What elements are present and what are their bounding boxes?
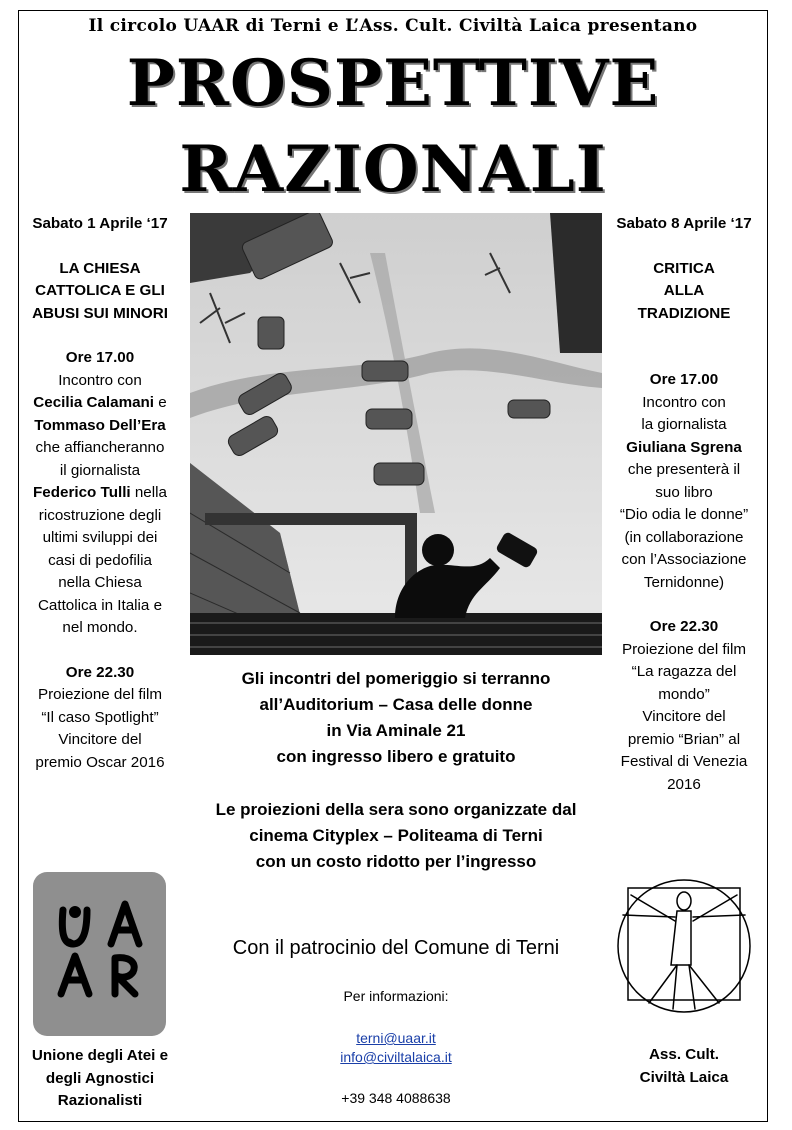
speaker-tulli: Federico Tulli [33,484,131,501]
left-film-line: premio Oscar 2016 [35,753,165,771]
right-topic-2: ALLA [663,282,705,299]
right-film-line: Festival di Venezia [620,753,748,770]
right-desc-line: “Dio odia le donne” [619,506,749,523]
right-desc-b: la giornalista [641,416,727,433]
left-desc-c: che affiancheranno [35,439,165,456]
left-film-line: Vincitore del [58,731,142,748]
speaker-dellera: Tommaso Dell’Era [34,416,166,434]
title-line-1: PROSPETTIVE [126,46,660,121]
right-column [606,213,762,796]
vitruvian-man-icon [613,873,759,1019]
left-speakers-line-1: Cecilia Calamani e [33,394,167,411]
right-time-2: Ore 22.30 [649,618,719,635]
right-desc-line: (in collaborazione [624,528,744,546]
afternoon-info [190,666,602,770]
right-film-line: 2016 [667,775,701,793]
civilta-caption [606,1044,762,1089]
left-column [22,213,178,774]
left-desc-d: il giornalista [59,461,141,479]
left-desc-line: casi di pedofilia [48,551,152,569]
civilta-caption-line: Civiltà Laica [639,1068,729,1086]
patronage: Con il patrocinio del Comune di Terni [232,937,560,959]
uaar-logo [33,872,166,1036]
uaar-caption-line: Unione degli Atei e [31,1047,169,1064]
uaar-logo-glyphs [33,872,166,1036]
event-photo [190,213,602,655]
left-film-line: “Il caso Spotlight” [41,708,159,726]
left-date: Sabato 1 Aprile ‘17 [32,215,168,232]
speaker-calamani: Cecilia Calamani [33,394,155,411]
right-desc-line: suo libro [655,483,713,501]
left-desc-a: Incontro con [58,371,142,389]
right-film-line: premio “Brian” al [627,730,741,748]
left-topic-3: ABUSI SUI MINORI [32,304,168,322]
left-topic-2: CATTOLICA E GLI [35,282,165,299]
civilta-caption-line: Ass. Cult. [648,1046,720,1063]
right-date: Sabato 8 Aprile ‘17 [616,215,752,232]
right-desc-a: Incontro con [642,393,726,411]
center-line: all’Auditorium – Casa delle donne [259,695,533,714]
presenters-line: Il circolo UAAR di Terni e L’Ass. Cult. Civiltà Laica presentano [88,16,698,36]
civilta-laica-logo [613,873,759,1019]
center-line: con un costo ridotto per l’ingresso [255,852,537,871]
uaar-caption [22,1045,178,1113]
title-line-2: RAZIONALI [179,132,607,207]
right-desc-line: che presenterà il [627,461,741,478]
right-topic-3: TRADIZIONE [637,304,731,322]
info-label: Per informazioni: [343,988,449,1004]
center-line: in Via Aminale 21 [326,721,466,740]
left-desc-line: ricostruzione degli [38,506,162,524]
left-desc-line: nel mondo. [62,619,138,636]
evening-info [190,797,602,875]
right-time-1: Ore 17.00 [649,371,719,388]
right-film-line: “La ragazza del [631,663,737,680]
center-line: Le proiezioni della sera sono organizzate dal [215,800,577,819]
right-film-line: mondo” [658,685,710,703]
left-time-1: Ore 17.00 [65,349,135,366]
right-desc-line: con l’Associazione [621,551,747,568]
right-topic-1: CRITICA [653,259,715,277]
left-desc-line: Cattolica in Italia e [37,596,163,614]
uaar-caption-line: degli Agnostici [45,1069,155,1087]
right-film-line: Proiezione del film [621,640,747,658]
left-topic-1: LA CHIESA [59,259,141,277]
left-desc-line: nella Chiesa [58,574,142,591]
right-film-line: Vincitore del [642,708,726,725]
phone-number: +39 348 4088638 [341,1090,451,1106]
left-film-line: Proiezione del film [37,686,163,703]
photo-illustration [190,213,602,655]
left-time-2: Ore 22.30 [65,663,135,681]
uaar-caption-line: Razionalisti [57,1092,143,1109]
speaker-sgrena: Giuliana Sgrena [626,438,742,456]
email-uaar-link[interactable]: terni@uaar.it [356,1030,436,1046]
center-line: Gli incontri del pomeriggio si terranno [241,669,551,688]
right-desc-line: Ternidonne) [643,573,725,591]
left-speakers-line-3: Federico Tulli nella [33,484,167,501]
left-desc-line: ultimi sviluppi dei [42,529,158,546]
center-line: con ingresso libero e gratuito [276,747,516,766]
email-civiltalaica-link[interactable]: info@civiltalaica.it [340,1049,452,1065]
center-line: cinema Cityplex – Politeama di Terni [249,826,543,845]
